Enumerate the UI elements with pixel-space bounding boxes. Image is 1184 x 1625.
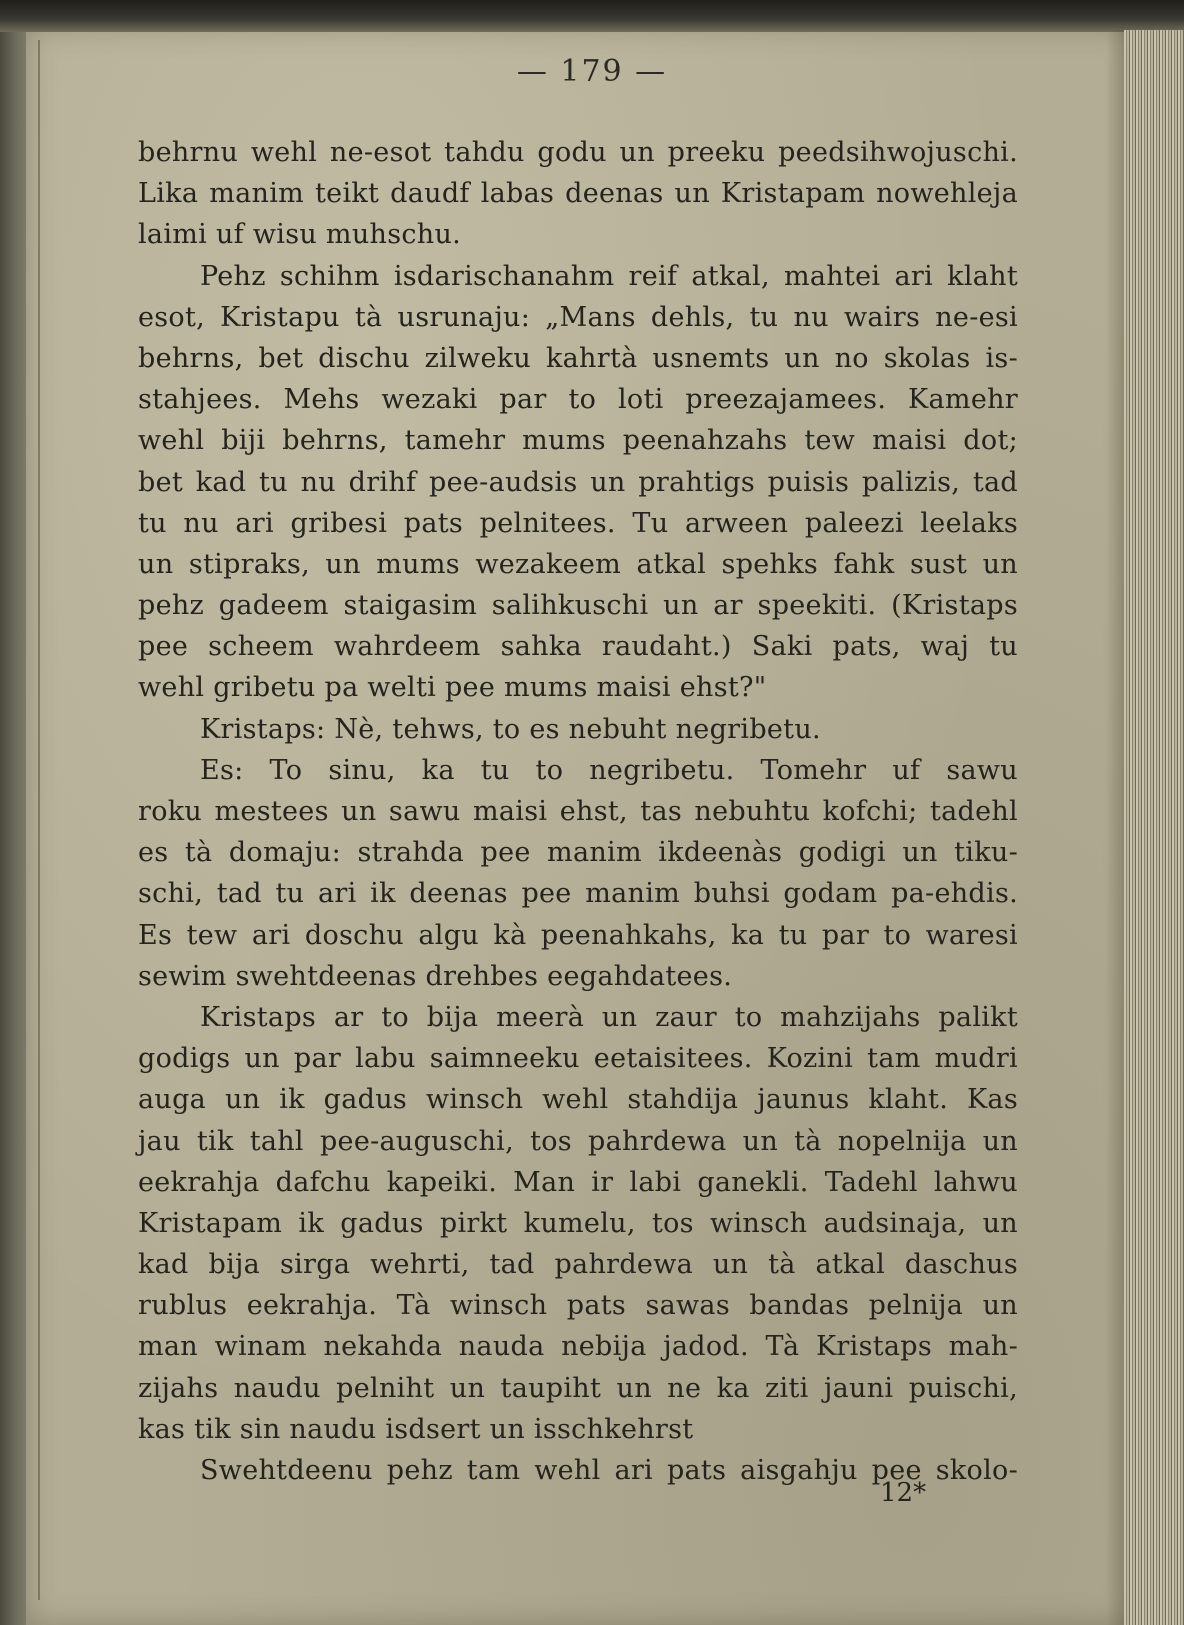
text-line: Es tew ari doschu algu kà peenahkahs, ka tu par to waresi	[138, 919, 1018, 951]
text-line: jau tik tahl pee-auguschi, tos pahrdewa un tà nopelnija un	[138, 1125, 1018, 1157]
text-line: wehl biji behrns, tamehr mums peenahzahs tew maisi dot;	[138, 425, 1018, 457]
text-line: pehz gadeem staigasim salihkuschi un ar speekiti. (Kristaps	[138, 590, 1018, 622]
text-line: Swehtdeenu pehz tam wehl ari pats aisgahju pee skolo-	[200, 1455, 1018, 1486]
text-line: schi, tad tu ari ik deenas pee manim buhsi godam pa-ehdis.	[138, 878, 1018, 910]
body-text	[138, 132, 1018, 1491]
text-line: Es: To sinu, ka tu to negribetu. Tomehr uf sawu	[200, 754, 1018, 786]
book-top-edge	[0, 0, 1184, 32]
text-line: auga un ik gadus winsch wehl stahdija jaunus klaht. Kas	[138, 1084, 1018, 1116]
text-line: Lika manim teikt daudf labas deenas un Kristapam nowehleja	[138, 178, 1018, 210]
text-line: bet kad tu nu drihf pee-audsis un prahtigs puisis palizis, tad	[138, 466, 1018, 498]
text-line: Pehz schihm isdarischanahm reif atkal, mahtei ari klaht	[200, 260, 1018, 292]
text-line: sewim swehtdeenas drehbes eegahdatees.	[138, 960, 733, 992]
text-line: behrnu wehl ne-esot tahdu godu un preeku peedsihwojuschi.	[138, 137, 1018, 168]
text-line: man winam nekahda nauda nebija jadod. Tà Kristaps mah-	[138, 1331, 1018, 1363]
text-line: stahjees. Mehs wezaki par to loti preezajamees. Kamehr	[138, 384, 1018, 416]
text-line: laimi uf wisu muhschu.	[138, 219, 462, 251]
text-line: wehl gribetu pa welti pee mums maisi ehst?"	[138, 672, 767, 704]
text-line: rublus eekrahja. Tà winsch pats sawas bandas pelnija un	[138, 1290, 1018, 1322]
text-line: eekrahja dafchu kapeiki. Man ir labi ganekli. Tadehl lahwu	[138, 1166, 1018, 1198]
gutter-line	[38, 40, 40, 1600]
text-line: zijahs naudu pelniht un taupiht un ne ka ziti jauni puischi,	[138, 1372, 1018, 1404]
text-line: roku mestees un sawu maisi ehst, tas nebuhtu kofchi; tadehl	[138, 796, 1018, 827]
text-line: kad bija sirga wehrti, tad pahrdewa un tà atkal daschus	[138, 1249, 1018, 1281]
text-line: godigs un par labu saimneeku eetaisitees. Kozini tam mudri	[138, 1043, 1018, 1075]
text-line: kas tik sin naudu isdsert un isschkehrst	[138, 1413, 694, 1445]
text-line: Kristaps ar to bija meerà un zaur to mahzijahs palikt	[200, 1001, 1018, 1033]
text-line: Kristapam ik gadus pirkt kumelu, tos winsch audsinaja, un	[138, 1207, 1018, 1239]
page-stack-edge	[1124, 30, 1184, 1625]
text-line: behrns, bet dischu zilweku kahrtà usnemts un no skolas is-	[138, 342, 1018, 374]
text-line: es tà domaju: strahda pee manim ikdeenàs godigi un tiku-	[138, 837, 1018, 869]
signature-mark: 12*	[880, 1478, 927, 1508]
page-number-header: — 179 —	[516, 54, 668, 89]
text-line: esot, Kristapu tà usrunaju: „Mans dehls, tu nu wairs ne-esi	[138, 301, 1018, 333]
text-line: Kristaps: Nè, tehws, to es nebuht negribetu.	[200, 713, 821, 745]
text-line: pee scheem wahrdeem sahka raudaht.) Saki pats, waj tu	[138, 631, 1018, 663]
text-line: un stipraks, un mums wezakeem atkal spehks fahk sust un	[138, 548, 1018, 580]
text-line: tu nu ari gribesi pats pelnitees. Tu arween paleezi leelaks	[138, 507, 1018, 539]
